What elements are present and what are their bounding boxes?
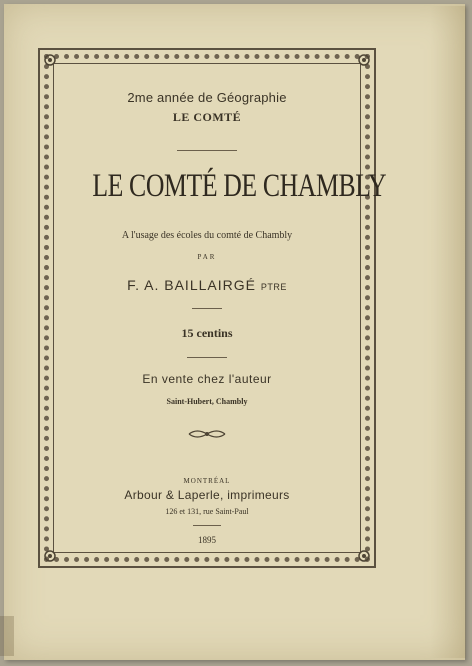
floral-corner-icon [355,547,373,565]
author-line [60,277,354,293]
binding-stain [0,616,14,656]
series-line: 2me année de Géographie [127,90,287,105]
ornament-icon [187,427,227,441]
divider-rule [177,150,237,151]
price-line: 15 centins [181,326,233,340]
floral-corner-icon [41,547,59,565]
divider-rule [192,308,222,309]
page-edge-shadow [430,6,466,658]
divider-rule [187,357,227,358]
par-line: PAR [197,253,217,261]
floral-corner-icon [41,51,59,69]
printer-line: Arbour & Laperle, imprimeurs [124,488,290,502]
subtitle: LE COMTÉ [172,110,242,124]
usage-line: A l'usage des écoles du comté de Chambly [121,230,293,241]
sale-line: En vente chez l'auteur [142,372,272,386]
floral-corner-icon [355,51,373,69]
address-line: 126 et 131, rue Saint-Paul [165,507,249,516]
author-suffix: PTRE [260,282,287,292]
main-title: LE COMTÉ DE CHAMBLY [92,168,387,204]
city-line: MONTRÉAL [183,477,231,485]
year-line: 1895 [198,535,216,545]
sale-place: Saint-Hubert, Chambly [166,397,248,406]
author-name: F. A. BAILLAIRGÉ [127,277,256,293]
divider-rule [193,525,221,526]
